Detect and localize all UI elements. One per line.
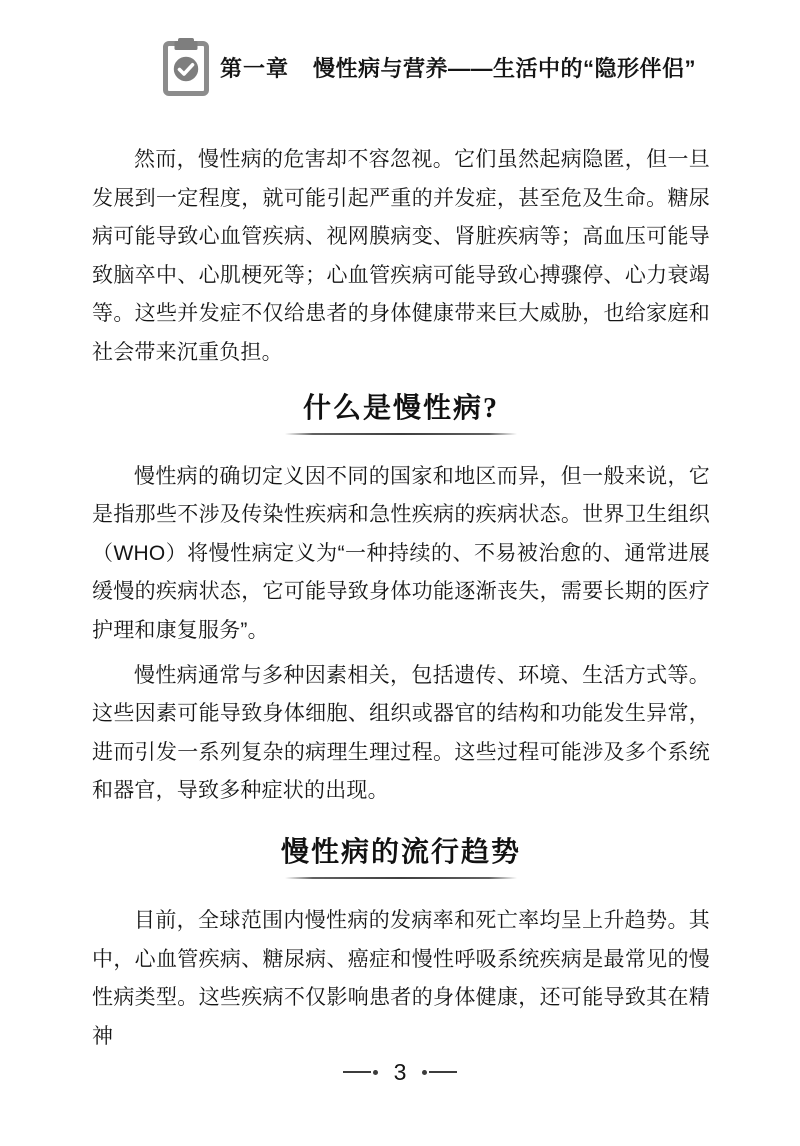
section-heading-text: 慢性病的流行趋势 <box>280 836 521 868</box>
page-footer <box>0 1058 800 1086</box>
footer-dot-left <box>373 1070 378 1075</box>
paragraph-trend: 目前，全球范围内慢性病的发病率和死亡率均呈上升趋势。其中，心血管疾病、糖尿病、癌症和慢性呼吸系统疾病是最常见的慢性病类型。这些疾病不仅影响患者的身体健康，还可能导致其在精神 <box>92 908 710 1048</box>
section-heading-text: 什么是慢性病? <box>302 392 499 424</box>
page-content <box>92 0 710 1056</box>
footer-dot-right <box>422 1070 427 1075</box>
page-number: 3 <box>393 1059 407 1085</box>
section-heading-what-is-chronic-disease <box>92 391 710 435</box>
heading-underline <box>285 877 517 879</box>
section-heading-epidemic-trend <box>92 835 710 879</box>
chapter-label: 第一章 <box>219 55 289 81</box>
heading-underline <box>285 433 517 435</box>
paragraph-complications: 然而，慢性病的危害却不容忽视。它们虽然起病隐匿，但一旦发展到一定程度，就可能引起严重的并发症，甚至危及生命。糖尿病可能导致心血管疾病、视网膜病变、肾脏疾病等；高血压可能导致脑卒中、心肌梗死等；心血管疾病可能导致心搏骤停、心力衰竭等。这些并发症不仅给患者的身体健康带来巨大威胁，也给家庭和社会带来沉重负担。 <box>92 148 710 364</box>
chapter-title: 慢性病与营养——生活中的“隐形伴侣” <box>312 55 696 81</box>
footer-dash-right <box>429 1071 457 1073</box>
footer-dash-left <box>343 1071 371 1073</box>
paragraph-definition: 慢性病的确切定义因不同的国家和地区而异，但一般来说，它是指那些不涉及传染性疾病和急性疾病的疾病状态。世界卫生组织（WHO）将慢性病定义为“一种持续的、不易被治愈的、通常进展缓慢的疾病状态，它可能导致身体功能逐渐丧失，需要长期的医疗护理和康复服务”。 <box>92 464 710 642</box>
paragraph-causes: 慢性病通常与多种因素相关，包括遗传、环境、生活方式等。这些因素可能导致身体细胞、组织或器官的结构和功能发生异常，进而引发一系列复杂的病理生理过程。这些过程可能涉及多个系统和器官，导致多种症状的出现。 <box>92 663 710 803</box>
